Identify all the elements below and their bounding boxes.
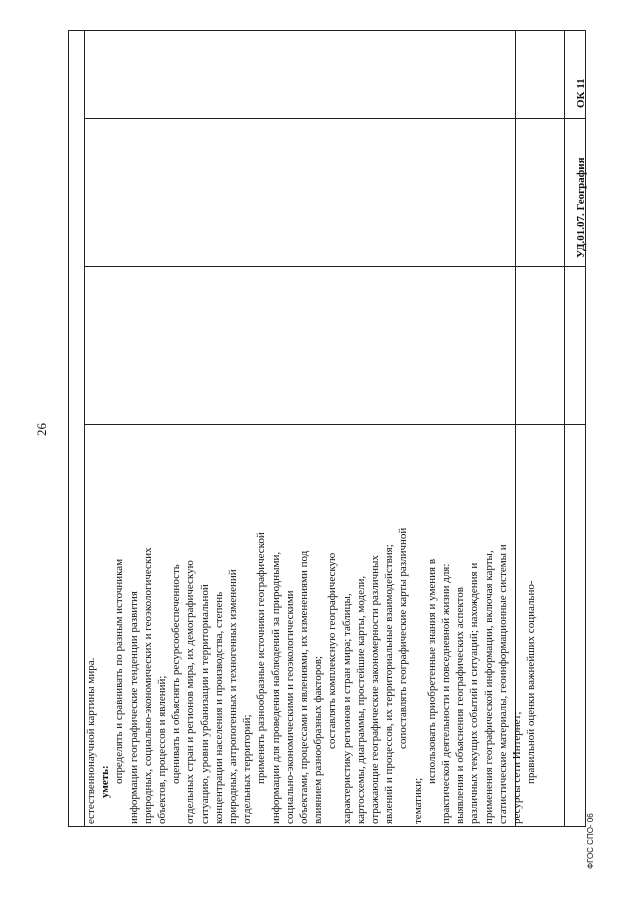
text-line: социально-экономическими и геоэкологическими: [283, 590, 296, 824]
text-line: природных, антропогенных и техногенных изменений: [227, 569, 240, 824]
text-line: ресурсы сети Интернет;: [511, 711, 524, 824]
text-line: оценивать и объяснять ресурсообеспеченность: [170, 564, 183, 784]
discipline-code: УД.01.07. География: [575, 157, 587, 258]
text-line: статистические материалы, геоинформационные системы и: [496, 544, 509, 824]
text-line: естественнонаучной картины мира.: [85, 657, 97, 824]
column-divider: [564, 30, 565, 827]
text-line: практической деятельности и повседневной жизни для:: [440, 563, 453, 824]
text-line: тематики;: [411, 777, 424, 824]
page-number: 26: [34, 423, 49, 436]
text-line: картосхемы, диаграммы, простейшие карты, модели,: [354, 575, 367, 824]
text-line: информации для проведения наблюдений за природными,: [269, 551, 282, 824]
text-line: ситуацию, уровни урбанизации и территориальной: [198, 584, 211, 824]
text-line: влиянием разнообразных факторов;: [312, 656, 325, 824]
text-line: информации географические тенденции развития: [127, 591, 140, 824]
text-line: различных текущих событий и ситуаций; нахождения и: [468, 562, 481, 824]
text-line: применять разнообразные источники географической: [255, 532, 268, 784]
text-line: концентрации населения и производства, степень: [212, 591, 225, 824]
text-line: отдельных стран и регионов мира, их демографическую: [184, 560, 197, 824]
text-line: правильной оценки важнейших социально-: [525, 580, 538, 784]
text-line: применения географической информации, включая карты,: [482, 550, 495, 824]
text-line: использовать приобретенные знания и умения в: [425, 558, 438, 784]
text-line: природных, социально-экономических и геоэкологических: [141, 547, 154, 824]
text-line: определять и сравнивать по разным источникам: [113, 558, 126, 784]
text-line: явлений и процессов, их территориальные взаимодействия;: [383, 544, 396, 824]
text-line: отдельных территорий;: [241, 714, 254, 824]
footer-label: ФГОС СПО- 06: [586, 813, 595, 869]
text-line: объектов, процессов и явлений;: [156, 675, 169, 824]
text-line: сопоставлять географические карты различной: [397, 527, 410, 749]
competence-code: ОК 11: [575, 78, 587, 108]
text-line: выявления и объяснения географических аспектов: [454, 587, 467, 824]
text-line: характеристику регионов и стран мира; таблицы,: [340, 593, 353, 824]
text-line: составлять комплексную географическую: [326, 552, 339, 749]
requirements-text: [84, 30, 538, 824]
text-line: уметь:: [99, 765, 112, 798]
text-line: объектами, процессами и явлениями, их изменениями под: [298, 550, 311, 824]
text-line: отражающие географические закономерности различных: [369, 555, 382, 824]
